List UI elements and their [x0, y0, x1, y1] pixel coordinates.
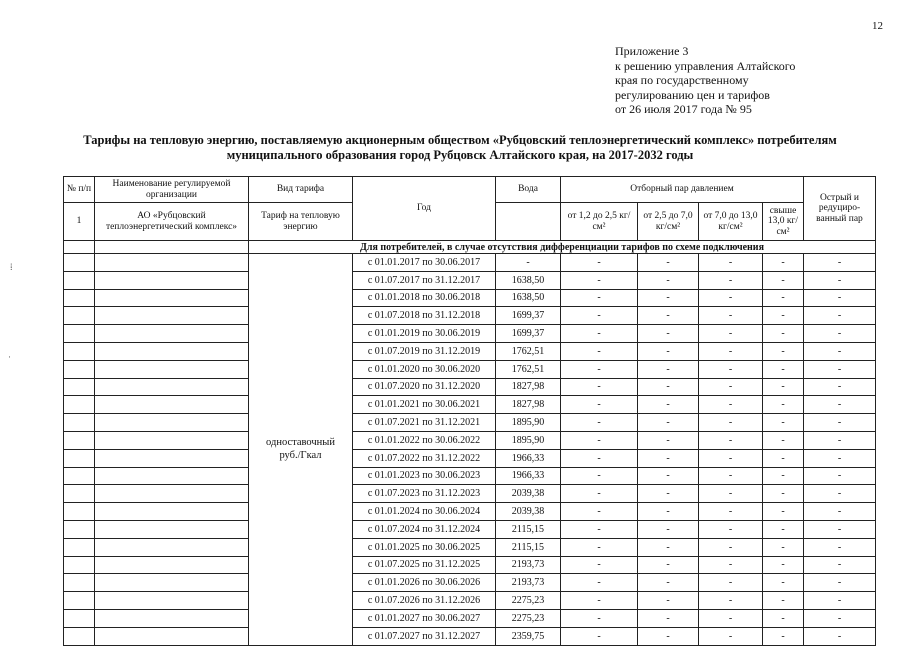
section-empty — [64, 241, 95, 254]
row-num-cell — [64, 503, 95, 521]
water-tariff-cell: 1966,33 — [496, 449, 561, 467]
row-org-cell — [95, 414, 249, 432]
document-title — [60, 133, 860, 163]
steam-tariff-cell: - — [561, 627, 638, 645]
row-num-cell — [64, 289, 95, 307]
period-cell: с 01.01.2018 по 30.06.2018 — [353, 289, 496, 307]
steam-tariff-cell: - — [699, 520, 763, 538]
period-cell: с 01.07.2020 по 31.12.2020 — [353, 378, 496, 396]
steam-tariff-cell: - — [638, 342, 699, 360]
water-tariff-cell: 2193,73 — [496, 574, 561, 592]
steam-tariff-cell: - — [763, 503, 804, 521]
row-num-cell — [64, 254, 95, 272]
steam-tariff-cell: - — [561, 609, 638, 627]
steam-tariff-cell: - — [804, 271, 876, 289]
steam-tariff-cell: - — [561, 307, 638, 325]
row-num-cell — [64, 342, 95, 360]
steam-tariff-cell: - — [561, 503, 638, 521]
steam-tariff-cell: - — [699, 414, 763, 432]
row-org-cell — [95, 271, 249, 289]
steam-tariff-cell: - — [763, 520, 804, 538]
steam-tariff-cell: - — [804, 431, 876, 449]
appendix-line: регулированию цен и тарифов — [615, 87, 770, 102]
water-tariff-cell: 2193,73 — [496, 556, 561, 574]
row-num-cell — [64, 449, 95, 467]
water-tariff-cell: 2115,15 — [496, 538, 561, 556]
steam-tariff-cell: - — [561, 378, 638, 396]
table-row — [64, 271, 876, 289]
steam-tariff-cell: - — [638, 467, 699, 485]
steam-tariff-cell: - — [763, 325, 804, 343]
period-cell: с 01.07.2024 по 31.12.2024 — [353, 520, 496, 538]
row-num-cell — [64, 592, 95, 610]
water-tariff-cell: 2275,23 — [496, 592, 561, 610]
row-org-cell — [95, 592, 249, 610]
period-cell: с 01.01.2019 по 30.06.2019 — [353, 325, 496, 343]
row-org-cell — [95, 254, 249, 272]
steam-tariff-cell: - — [763, 449, 804, 467]
steam-tariff-cell: - — [561, 414, 638, 432]
table-row — [64, 254, 876, 272]
header-vid: Вид тарифа — [249, 177, 353, 203]
steam-tariff-cell: - — [638, 378, 699, 396]
row-org-cell — [95, 538, 249, 556]
header-water: Вода — [496, 177, 561, 203]
steam-tariff-cell: - — [699, 627, 763, 645]
org-row-name: АО «Рубцовский теплоэнергетический комплекс» — [95, 203, 249, 241]
appendix-line: от 26 июля 2017 года № 95 — [615, 102, 752, 117]
table-row — [64, 342, 876, 360]
header-sharp-steam: Острый и редуциро-ванный пар — [804, 177, 876, 241]
row-org-cell — [95, 360, 249, 378]
row-org-cell — [95, 378, 249, 396]
steam-tariff-cell: - — [804, 627, 876, 645]
steam-tariff-cell: - — [699, 378, 763, 396]
row-num-cell — [64, 627, 95, 645]
period-cell: с 01.01.2025 по 30.06.2025 — [353, 538, 496, 556]
table-row — [64, 556, 876, 574]
table-row — [64, 538, 876, 556]
row-num-cell — [64, 396, 95, 414]
water-tariff-cell: 1638,50 — [496, 271, 561, 289]
period-cell: с 01.07.2018 по 31.12.2018 — [353, 307, 496, 325]
table-row — [64, 396, 876, 414]
steam-tariff-cell: - — [763, 342, 804, 360]
period-cell: с 01.07.2025 по 31.12.2025 — [353, 556, 496, 574]
water-tariff-cell: 1827,98 — [496, 378, 561, 396]
section-label: Для потребителей, в случае отсутствия дифференциации тарифов по схеме подключения — [249, 241, 876, 254]
water-tariff-cell: 2115,15 — [496, 520, 561, 538]
steam-tariff-cell: - — [699, 467, 763, 485]
steam-tariff-cell: - — [804, 325, 876, 343]
row-num-cell — [64, 485, 95, 503]
steam-tariff-cell: - — [699, 325, 763, 343]
steam-tariff-cell: - — [638, 307, 699, 325]
row-org-cell — [95, 307, 249, 325]
steam-tariff-cell: - — [763, 538, 804, 556]
row-num-cell — [64, 271, 95, 289]
steam-tariff-cell: - — [763, 556, 804, 574]
steam-tariff-cell: - — [561, 396, 638, 414]
table-row — [64, 520, 876, 538]
steam-tariff-cell: - — [763, 271, 804, 289]
steam-tariff-cell: - — [699, 556, 763, 574]
water-tariff-cell: 1966,33 — [496, 467, 561, 485]
header-steam-1: от 1,2 до 2,5 кг/см² — [561, 203, 638, 241]
period-cell: с 01.07.2021 по 31.12.2021 — [353, 414, 496, 432]
table-row — [64, 431, 876, 449]
row-org-cell — [95, 609, 249, 627]
row-org-cell — [95, 431, 249, 449]
steam-tariff-cell: - — [699, 449, 763, 467]
steam-tariff-cell: - — [804, 307, 876, 325]
steam-tariff-cell: - — [638, 396, 699, 414]
header-steam-3: от 7,0 до 13,0 кг/см² — [699, 203, 763, 241]
steam-tariff-cell: - — [804, 378, 876, 396]
steam-tariff-cell: - — [699, 271, 763, 289]
title-line: Тарифы на тепловую энергию, поставляемую акционерным обществом «Рубцовский теплоэнергетический комплекс» потребителям — [83, 133, 837, 147]
steam-tariff-cell: - — [561, 342, 638, 360]
steam-tariff-cell: - — [804, 289, 876, 307]
steam-tariff-cell: - — [638, 538, 699, 556]
row-org-cell — [95, 556, 249, 574]
row-num-cell — [64, 360, 95, 378]
steam-tariff-cell: - — [763, 289, 804, 307]
steam-tariff-cell: - — [638, 325, 699, 343]
steam-tariff-cell: - — [763, 396, 804, 414]
row-org-cell — [95, 449, 249, 467]
row-num-cell — [64, 325, 95, 343]
row-org-cell — [95, 574, 249, 592]
steam-tariff-cell: - — [638, 449, 699, 467]
period-cell: с 01.01.2021 по 30.06.2021 — [353, 396, 496, 414]
steam-tariff-cell: - — [804, 592, 876, 610]
steam-tariff-cell: - — [804, 467, 876, 485]
row-org-cell — [95, 289, 249, 307]
steam-tariff-cell: - — [804, 360, 876, 378]
appendix-note — [615, 44, 795, 117]
period-cell: с 01.01.2024 по 30.06.2024 — [353, 503, 496, 521]
steam-tariff-cell: - — [699, 609, 763, 627]
steam-tariff-cell: - — [638, 609, 699, 627]
period-cell: с 01.01.2020 по 30.06.2020 — [353, 360, 496, 378]
row-num-cell — [64, 378, 95, 396]
header-steam-group: Отборный пар давлением — [561, 177, 804, 203]
period-cell: с 01.07.2017 по 31.12.2017 — [353, 271, 496, 289]
row-org-cell — [95, 627, 249, 645]
water-tariff-cell: 2275,23 — [496, 609, 561, 627]
steam-tariff-cell: - — [699, 592, 763, 610]
period-cell: с 01.01.2026 по 30.06.2026 — [353, 574, 496, 592]
tariff-type-unit: руб./Гкал — [279, 450, 322, 462]
header-steam-2: от 2,5 до 7,0 кг/см² — [638, 203, 699, 241]
row-num-cell — [64, 467, 95, 485]
steam-tariff-cell: - — [561, 467, 638, 485]
steam-tariff-cell: - — [561, 431, 638, 449]
steam-tariff-cell: - — [638, 592, 699, 610]
table-row — [64, 627, 876, 645]
steam-tariff-cell: - — [763, 574, 804, 592]
header-steam-4: свыше 13,0 кг/см² — [763, 203, 804, 241]
period-cell: с 01.07.2019 по 31.12.2019 — [353, 342, 496, 360]
steam-tariff-cell: - — [699, 396, 763, 414]
steam-tariff-cell: - — [638, 520, 699, 538]
row-org-cell — [95, 503, 249, 521]
steam-tariff-cell: - — [763, 627, 804, 645]
appendix-line: Приложение 3 — [615, 44, 689, 58]
steam-tariff-cell: - — [638, 556, 699, 574]
water-tariff-cell: 2039,38 — [496, 485, 561, 503]
steam-tariff-cell: - — [561, 556, 638, 574]
period-cell: с 01.01.2023 по 30.06.2023 — [353, 467, 496, 485]
steam-tariff-cell: - — [699, 503, 763, 521]
steam-tariff-cell: - — [763, 360, 804, 378]
steam-tariff-cell: - — [699, 485, 763, 503]
steam-tariff-cell: - — [763, 609, 804, 627]
steam-tariff-cell: - — [638, 414, 699, 432]
steam-tariff-cell: - — [763, 307, 804, 325]
steam-tariff-cell: - — [804, 538, 876, 556]
row-num-cell — [64, 556, 95, 574]
steam-tariff-cell: - — [561, 289, 638, 307]
steam-tariff-cell: - — [804, 503, 876, 521]
header-org: Наименование регулируемой организации — [95, 177, 249, 203]
row-org-cell — [95, 325, 249, 343]
period-cell: с 01.01.2027 по 30.06.2027 — [353, 609, 496, 627]
steam-tariff-cell: - — [699, 431, 763, 449]
table-row — [64, 485, 876, 503]
steam-tariff-cell: - — [763, 378, 804, 396]
header-num: № п/п — [64, 177, 95, 203]
steam-tariff-cell: - — [638, 360, 699, 378]
table-row — [64, 360, 876, 378]
steam-tariff-cell: - — [763, 592, 804, 610]
steam-tariff-cell: - — [804, 556, 876, 574]
period-cell: с 01.07.2027 по 31.12.2027 — [353, 627, 496, 645]
steam-tariff-cell: - — [561, 325, 638, 343]
tariff-type-cell — [249, 254, 353, 646]
water-tariff-cell: 1638,50 — [496, 289, 561, 307]
steam-tariff-cell: - — [804, 520, 876, 538]
title-line: муниципального образования город Рубцовск Алтайского края, на 2017-2032 годы — [226, 148, 694, 162]
period-cell: с 01.01.2022 по 30.06.2022 — [353, 431, 496, 449]
steam-tariff-cell: - — [763, 254, 804, 272]
period-cell: с 01.07.2023 по 31.12.2023 — [353, 485, 496, 503]
steam-tariff-cell: - — [561, 538, 638, 556]
steam-tariff-cell: - — [804, 449, 876, 467]
steam-tariff-cell: - — [561, 360, 638, 378]
table-row — [64, 609, 876, 627]
section-empty — [95, 241, 249, 254]
row-org-cell — [95, 467, 249, 485]
table-row — [64, 307, 876, 325]
water-tariff-cell: 2039,38 — [496, 503, 561, 521]
row-num-cell — [64, 414, 95, 432]
table-row — [64, 325, 876, 343]
row-org-cell — [95, 396, 249, 414]
steam-tariff-cell: - — [804, 342, 876, 360]
steam-tariff-cell: - — [804, 574, 876, 592]
steam-tariff-cell: - — [561, 271, 638, 289]
steam-tariff-cell: - — [561, 449, 638, 467]
water-tariff-cell: 1699,37 — [496, 307, 561, 325]
steam-tariff-cell: - — [763, 431, 804, 449]
steam-tariff-cell: - — [763, 414, 804, 432]
steam-tariff-cell: - — [561, 254, 638, 272]
org-row-vid: Тариф на тепловую энергию — [249, 203, 353, 241]
steam-tariff-cell: - — [638, 503, 699, 521]
appendix-line: к решению управления Алтайского — [615, 58, 796, 73]
steam-tariff-cell: - — [638, 271, 699, 289]
water-tariff-cell: 1762,51 — [496, 342, 561, 360]
period-cell: с 01.07.2022 по 31.12.2022 — [353, 449, 496, 467]
steam-tariff-cell: - — [638, 574, 699, 592]
row-num-cell — [64, 520, 95, 538]
steam-tariff-cell: - — [804, 485, 876, 503]
table-row — [64, 414, 876, 432]
table-row — [64, 503, 876, 521]
tariff-table — [63, 176, 876, 646]
period-cell: с 01.07.2026 по 31.12.2026 — [353, 592, 496, 610]
row-num-cell — [64, 609, 95, 627]
water-tariff-cell: 1762,51 — [496, 360, 561, 378]
steam-tariff-cell: - — [804, 254, 876, 272]
table-row — [64, 378, 876, 396]
org-row-num: 1 — [64, 203, 95, 241]
steam-tariff-cell: - — [804, 396, 876, 414]
margin-mark: · — [8, 352, 11, 362]
row-num-cell — [64, 307, 95, 325]
row-num-cell — [64, 574, 95, 592]
row-org-cell — [95, 485, 249, 503]
steam-tariff-cell: - — [561, 520, 638, 538]
row-num-cell — [64, 538, 95, 556]
steam-tariff-cell: - — [763, 467, 804, 485]
water-tariff-cell: 1895,90 — [496, 431, 561, 449]
steam-tariff-cell: - — [699, 574, 763, 592]
water-tariff-cell: 1699,37 — [496, 325, 561, 343]
water-tariff-cell: 1827,98 — [496, 396, 561, 414]
period-cell: с 01.01.2017 по 30.06.2017 — [353, 254, 496, 272]
steam-tariff-cell: - — [561, 485, 638, 503]
water-tariff-cell: 2359,75 — [496, 627, 561, 645]
steam-tariff-cell: - — [638, 254, 699, 272]
table-row — [64, 574, 876, 592]
steam-tariff-cell: - — [561, 592, 638, 610]
table-row — [64, 289, 876, 307]
steam-tariff-cell: - — [638, 289, 699, 307]
margin-mark: ⁞ — [10, 262, 13, 272]
steam-tariff-cell: - — [699, 360, 763, 378]
table-row — [64, 449, 876, 467]
steam-tariff-cell: - — [699, 342, 763, 360]
steam-tariff-cell: - — [804, 609, 876, 627]
table-row — [64, 467, 876, 485]
row-org-cell — [95, 342, 249, 360]
table-row — [64, 592, 876, 610]
steam-tariff-cell: - — [699, 538, 763, 556]
steam-tariff-cell: - — [561, 574, 638, 592]
header-year: Год — [353, 177, 496, 241]
water-tariff-cell: 1895,90 — [496, 414, 561, 432]
steam-tariff-cell: - — [638, 627, 699, 645]
steam-tariff-cell: - — [699, 307, 763, 325]
steam-tariff-cell: - — [699, 254, 763, 272]
steam-tariff-cell: - — [638, 485, 699, 503]
row-org-cell — [95, 520, 249, 538]
tariff-type-line: одноставочный — [266, 437, 335, 449]
row-num-cell — [64, 431, 95, 449]
steam-tariff-cell: - — [638, 431, 699, 449]
steam-tariff-cell: - — [804, 414, 876, 432]
appendix-line: края по государственному — [615, 73, 749, 88]
water-tariff-cell: - — [496, 254, 561, 272]
steam-tariff-cell: - — [699, 289, 763, 307]
header-water-empty — [496, 203, 561, 241]
page-number: 12 — [872, 20, 883, 32]
steam-tariff-cell: - — [763, 485, 804, 503]
